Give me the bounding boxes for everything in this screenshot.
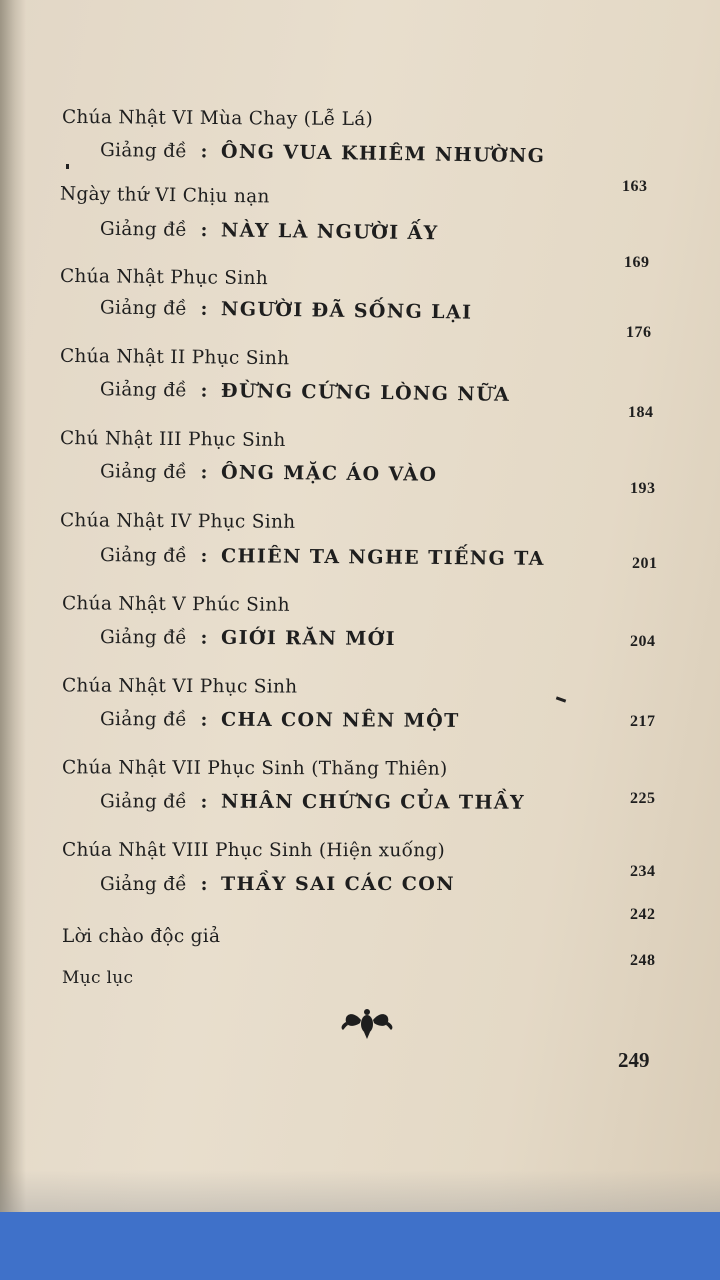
subject-title: ĐỪNG CỨNG LÒNG NỮA — [220, 379, 511, 406]
page-reference: 176 — [626, 324, 652, 341]
subject-colon: : — [200, 380, 208, 402]
subject-title: CHIÊN TA NGHE TIẾNG TA — [220, 545, 545, 570]
toc-entry-subject-line — [100, 460, 438, 486]
fleuron-ornament-icon — [338, 1006, 396, 1040]
toc-entry-title: Mục lục — [62, 968, 134, 988]
subject-label: Giảng đề — [99, 297, 188, 320]
subject-colon: : — [200, 545, 208, 567]
page-reference: 204 — [630, 633, 656, 650]
toc-entry-title: Chúa Nhật VII Phục Sinh (Thăng Thiên) — [61, 757, 448, 780]
subject-label: Giảng đề — [100, 874, 187, 895]
toc-entry-title: Chúa Nhật VIII Phục Sinh (Hiện xuống) — [61, 839, 446, 862]
subject-colon: : — [200, 298, 208, 320]
subject-label: Giảng đề — [99, 218, 188, 241]
subject-title: ÔNG VUA KHIÊM NHƯỜNG — [220, 140, 546, 168]
subject-colon: : — [200, 141, 208, 163]
subject-title: NÀY LÀ NGƯỜI ẤY — [220, 219, 439, 245]
subject-colon: : — [200, 874, 208, 895]
toc-entry-subject-line — [100, 139, 546, 167]
subject-label: Giảng đề — [99, 139, 188, 163]
toc-entry-title: Chúa Nhật II Phục Sinh — [59, 345, 290, 370]
subject-label: Giảng đề — [99, 709, 188, 731]
toc-entry-subject-line — [100, 296, 473, 323]
subject-label: Giảng đề — [99, 379, 188, 402]
page-reference: 184 — [628, 404, 654, 421]
page-reference: 193 — [630, 480, 656, 497]
subject-title: CHA CON NÊN MỘT — [220, 708, 460, 732]
subject-label: Giảng đề — [99, 545, 188, 567]
toc-entry-subject-line — [100, 544, 545, 570]
toc-entry-subject-line — [100, 626, 396, 650]
subject-title: NHÂN CHỨNG CỦA THẦY — [220, 790, 525, 814]
toc-entry-subject-line — [100, 873, 455, 895]
page-reference: 234 — [630, 863, 656, 880]
toc-entry-title: Chúa Nhật VI Phục Sinh — [61, 675, 298, 698]
toc-entry-title: Chúa Nhật V Phúc Sinh — [61, 593, 290, 616]
toc-entry-subject-line — [100, 378, 511, 406]
subject-colon: : — [200, 220, 208, 242]
page-reference: 242 — [630, 906, 656, 923]
toc-entry-subject-line — [100, 790, 525, 813]
toc-entry-title: Chúa Nhật VI Mùa Chay (Lễ Lá) — [61, 106, 374, 131]
toc-entry-title: Chúa Nhật IV Phục Sinh — [59, 510, 296, 533]
subject-title: GIỚI RĂN MỚI — [220, 626, 397, 651]
page-reference: 248 — [630, 952, 656, 969]
page-reference: 169 — [624, 254, 650, 271]
subject-label: Giảng đề — [99, 791, 188, 813]
subject-colon: : — [200, 709, 208, 731]
page-bottom-shadow — [0, 1170, 720, 1212]
toc-entry-subject-line — [100, 218, 439, 245]
ink-speck — [66, 164, 69, 169]
page-reference: 217 — [630, 713, 656, 730]
toc-entry-title: Chúa Nhật Phục Sinh — [59, 265, 269, 290]
ink-speck — [556, 696, 566, 702]
page-reference: 201 — [632, 555, 658, 572]
page-reference: 225 — [630, 790, 656, 807]
subject-title: ÔNG MẶC ÁO VÀO — [220, 461, 438, 486]
subject-title: THẦY SAI CÁC CON — [221, 873, 456, 895]
subject-title: NGƯỜI ĐÃ SỐNG LẠI — [220, 298, 473, 324]
subject-label: Giảng đề — [99, 461, 188, 484]
page-reference: 163 — [622, 178, 648, 195]
toc-entry-title: Ngày thứ VI Chịu nạn — [59, 183, 270, 208]
subject-colon: : — [200, 791, 208, 813]
subject-colon: : — [200, 462, 208, 484]
subject-label: Giảng đề — [99, 626, 188, 649]
page-number: 249 — [618, 1048, 650, 1072]
toc-entry-subject-line — [100, 708, 460, 732]
toc-entry-title: Chú Nhật III Phục Sinh — [59, 428, 286, 451]
subject-colon: : — [200, 627, 208, 649]
toc-entry-title: Lời chào độc giả — [62, 926, 221, 947]
